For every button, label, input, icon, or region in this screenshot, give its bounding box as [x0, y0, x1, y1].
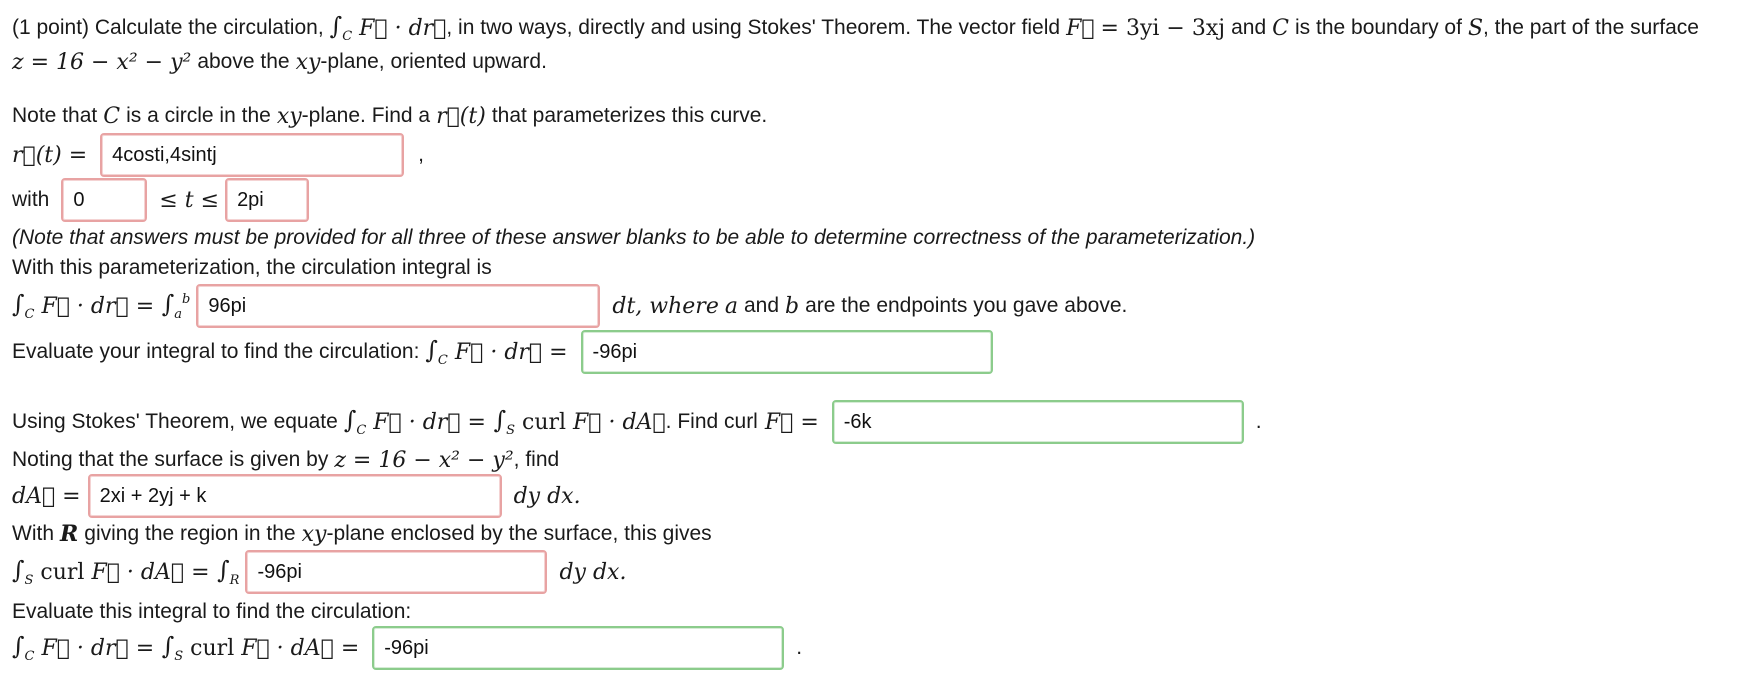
- integral-symbol: $\int_C$: [329, 12, 353, 44]
- period-text: .: [1255, 410, 1262, 433]
- integral-intro-text: With this parameterization, the circulation integral is: [12, 256, 492, 279]
- integral-C-symbol: $\int_C$: [12, 290, 35, 322]
- F-dot-dr-2: F⃗ · dr⃗ =: [447, 339, 575, 365]
- region-tail-text: -plane enclosed by the surface, this gives: [326, 522, 712, 545]
- dydx-label-2: dy dx.: [559, 559, 627, 585]
- above-text: above the: [197, 50, 290, 73]
- curl-F-dA: curl F⃗ · dA⃗: [515, 409, 666, 435]
- curve-C-label: C: [1272, 15, 1289, 41]
- boundary-text: is the boundary of: [1294, 16, 1462, 39]
- integral-C-symbol-3: $\int_C$: [343, 406, 367, 438]
- region-R-label: R: [60, 521, 79, 547]
- find-curl-text: . Find curl: [665, 410, 758, 433]
- ab-tail-text: are the endpoints you gave above.: [805, 294, 1128, 317]
- t-upper-input[interactable]: 2pi: [225, 178, 309, 222]
- dA-line: [12, 472, 581, 520]
- region-intro-text: With: [12, 522, 54, 545]
- region-mid-text: giving the region in the: [84, 522, 296, 545]
- curve-C-label-2: C: [103, 103, 121, 129]
- r-t-input[interactable]: 4costi,4sintj: [100, 133, 404, 177]
- with-text: with: [12, 188, 50, 211]
- region-integrand-input[interactable]: -96pi: [245, 550, 547, 594]
- surface-S-label: S: [1467, 15, 1484, 41]
- b-label: b: [785, 293, 800, 319]
- xy-label-3: xy: [301, 521, 327, 547]
- find-text: , find: [513, 448, 560, 471]
- evaluate2-text: Evaluate this integral to find the circulation:: [12, 600, 412, 623]
- xy-label: xy: [295, 49, 321, 75]
- problem-points-text: (1 point) Calculate the circulation,: [12, 16, 324, 39]
- t-lower-input[interactable]: 0: [61, 178, 147, 222]
- integral-C-symbol-2: $\int_C$: [425, 336, 448, 368]
- circulation-direct-input[interactable]: -96pi: [581, 330, 993, 374]
- integral-S-symbol: $\int_S$: [485, 406, 515, 438]
- dydx-label: dy dx.: [513, 483, 581, 509]
- noting-text: Noting that the surface is given by: [12, 448, 329, 471]
- evaluate-direct-line: [12, 328, 993, 376]
- surface-equation: z = 16 − x² − y²: [12, 49, 192, 75]
- dA-input[interactable]: 2xi + 2yj + k: [88, 474, 502, 518]
- period2-text: .: [796, 636, 803, 659]
- surface-equation-2: z = 16 − x² − y²: [334, 447, 514, 473]
- stokes-intro-text: Using Stokes' Theorem, we equate: [12, 410, 338, 433]
- and-text: and: [1231, 16, 1267, 39]
- F-dot-dr-3: F⃗ · dr⃗ =: [366, 409, 486, 435]
- curl-F-dA-3: curl F⃗ · dA⃗ =: [183, 635, 367, 661]
- F-dot-dr-4: F⃗ · dr⃗ =: [34, 635, 155, 661]
- note-start-text: Note that: [12, 104, 98, 127]
- circulation-stokes-input[interactable]: -96pi: [372, 626, 784, 670]
- note-mid-text: is a circle in the: [126, 104, 271, 127]
- curl-F-input[interactable]: -6k: [832, 400, 1244, 444]
- dA-equals: dA⃗ =: [12, 483, 88, 509]
- curl-F-dA-2: curl F⃗ · dA⃗ =: [33, 559, 210, 585]
- evaluate-text: Evaluate your integral to find the circulation:: [12, 340, 420, 363]
- integral-S-symbol-2: $\int_S$: [12, 556, 34, 588]
- vector-F-label: F⃗: [1066, 15, 1095, 41]
- integral-ab-symbol: $\int_a^b$: [154, 290, 191, 322]
- a-label: a: [724, 293, 738, 319]
- problem-statement-line-2: [12, 42, 547, 82]
- integral-S-symbol-3: $\int_S$: [154, 632, 184, 664]
- integrand-line: [12, 282, 1127, 330]
- field-equation: = 3yi − 3xj: [1100, 15, 1226, 41]
- note-tail-text: that parameterizes this curve.: [491, 104, 768, 127]
- region-integral-line: [12, 548, 626, 596]
- xy-label-2: xy: [276, 103, 302, 129]
- integral-C-symbol-4: $\int_C$: [12, 632, 35, 664]
- comma-text: ,: [418, 143, 424, 166]
- plane-tail-text: -plane, oriented upward.: [320, 50, 547, 73]
- instruction-text: (Note that answers must be provided for all three of these answer blanks to be able to determine correctness of the parameterization.): [12, 226, 1256, 249]
- and-word-text: and: [743, 294, 780, 317]
- part1-note-line: [12, 96, 767, 136]
- curl-F-equals: F⃗ =: [764, 409, 826, 435]
- surface-tail-text: , the part of the surface: [1483, 16, 1699, 39]
- t-bounds-line: [12, 177, 309, 223]
- r-of-t-label: r⃗(t): [436, 103, 486, 129]
- integrand-input[interactable]: 96pi: [196, 284, 600, 328]
- problem-ways-text: , in two ways, directly and using Stokes' Theorem. The vector field: [446, 16, 1061, 39]
- F-dot-dr: F⃗ · dr⃗ =: [34, 293, 155, 319]
- r-of-t-equals: r⃗(t) =: [12, 142, 95, 168]
- note-end-text: -plane. Find a: [301, 104, 431, 127]
- integral-R-symbol: $\int_R$: [209, 556, 240, 588]
- r-t-line: [12, 132, 424, 178]
- leq-text: ≤ t ≤: [159, 187, 220, 213]
- stokes-line: [12, 398, 1262, 446]
- evaluate-stokes-line: [12, 624, 802, 672]
- vector-F: F⃗ · dr⃗: [352, 15, 447, 41]
- dt-label: dt, where: [612, 293, 719, 319]
